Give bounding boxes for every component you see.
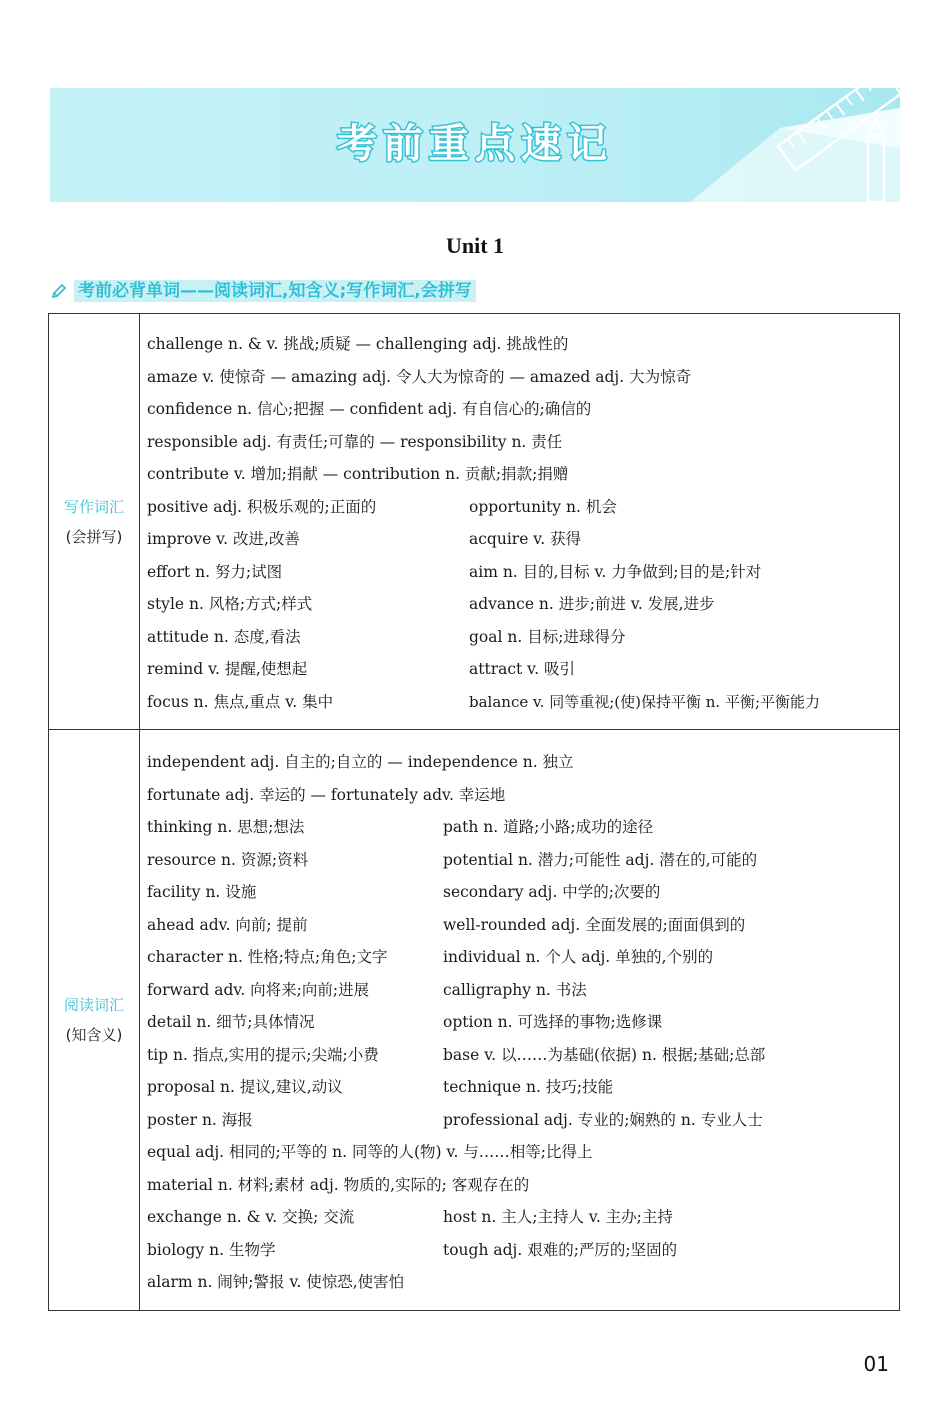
vocab-entry: attitude n. 态度,看法 (147, 627, 301, 646)
vocab-entry: fortunate adj. 幸运的 — fortunately adv. 幸运地 (147, 785, 506, 804)
vocab-entry: resource n. 资源;资料 (147, 850, 309, 869)
vocabulary-table (48, 313, 900, 1311)
vocab-entry: style n. 风格;方式;样式 (147, 595, 313, 613)
vocab-entry: character n. 性格;特点;角色;文字 (147, 948, 388, 966)
vocab-entry: facility n. 设施 (147, 883, 257, 901)
vocab-entry: attract v. 吸引 (469, 660, 575, 678)
writing-label-cell (49, 314, 140, 729)
ruler-pencil-decoration (660, 88, 900, 202)
vocab-entry: remind v. 提醒,使想起 (147, 660, 308, 678)
vocab-entry: ahead adv. 向前; 提前 (147, 915, 308, 934)
vocab-entry: independent adj. 自主的;自立的 — independence n. 独立 (147, 753, 574, 771)
vocab-entry: focus n. 焦点,重点 v. 集中 (147, 692, 334, 711)
vocab-entry: proposal n. 提议,建议,动议 (147, 1078, 343, 1096)
vocab-entry: aim n. 目的,目标 v. 力争做到;目的是;针对 (469, 562, 762, 581)
vocab-entry: material n. 材料;素材 adj. 物质的,实际的; 客观存在的 (147, 1175, 530, 1194)
vocab-entry: option n. 可选择的事物;选修课 (443, 1013, 663, 1031)
vocab-entry: well-rounded adj. 全面发展的;面面俱到的 (443, 915, 746, 934)
writing-sublabel: (会拼写) (65, 527, 123, 546)
vocab-entry: alarm n. 闹钟;警报 v. 使惊恐,使害怕 (147, 1273, 405, 1291)
vocab-entry: acquire v. 获得 (469, 530, 582, 548)
vocab-entry: confidence n. 信心;把握 — confident adj. 有自信心的;确信的 (147, 400, 592, 418)
vocab-entry: amaze v. 使惊奇 — amazing adj. 令人大为惊奇的 — amazed adj. 大为惊奇 (147, 367, 692, 386)
vocab-entry: exchange n. & v. 交换; 交流 (147, 1208, 355, 1226)
vocab-entry: goal n. 目标;进球得分 (469, 627, 626, 646)
reading-label: 阅读词汇 (63, 995, 124, 1014)
reading-label-cell (49, 729, 140, 1310)
vocab-entry: contribute v. 增加;捐献 — contribution n. 贡献;捐款;捐赠 (147, 465, 569, 483)
vocab-entry: improve v. 改进,改善 (147, 530, 300, 548)
title-banner (50, 88, 900, 202)
reading-vocab-section (49, 729, 899, 1310)
vocab-entry: detail n. 细节;具体情况 (147, 1013, 315, 1031)
vocab-entry: effort n. 努力;试图 (147, 562, 283, 581)
vocab-entry: poster n. 海报 (147, 1110, 253, 1129)
vocab-entry: balance v. 同等重视;(使)保持平衡 n. 平衡;平衡能力 (469, 692, 821, 711)
vocab-entry: tough adj. 艰难的;严厉的;坚固的 (443, 1240, 678, 1259)
pencil-icon (50, 282, 68, 300)
vocab-entry: tip n. 指点,实用的提示;尖端;小费 (147, 1045, 379, 1064)
vocab-entry: technique n. 技巧;技能 (443, 1078, 614, 1096)
vocab-entry: path n. 道路;小路;成功的途径 (443, 818, 654, 836)
subheading-text: 考前必背单词——阅读词汇,知含义;写作词汇,会拼写 (74, 280, 476, 302)
unit-title: Unit 1 (445, 233, 505, 258)
vocab-entry: secondary adj. 中学的;次要的 (443, 883, 661, 901)
vocab-entry: base v. 以……为基础(依据) n. 根据;基础;总部 (443, 1045, 766, 1064)
vocab-entry: opportunity n. 机会 (469, 497, 617, 516)
writing-vocab-section (49, 314, 899, 730)
vocab-entry: positive adj. 积极乐观的;正面的 (147, 497, 377, 516)
vocab-entry: biology n. 生物学 (147, 1240, 276, 1259)
vocab-entry: individual n. 个人 adj. 单独的,个别的 (443, 948, 714, 966)
vocab-entry: forward adv. 向将来;向前;进展 (147, 980, 370, 999)
vocab-entry: calligraphy n. 书法 (443, 980, 587, 999)
vocab-entry: advance n. 进步;前进 v. 发展,进步 (469, 595, 715, 613)
reading-sublabel: (知含义) (65, 1025, 123, 1044)
vocab-entry: host n. 主人;主持人 v. 主办;主持 (443, 1208, 673, 1226)
vocab-entry: professional adj. 专业的;娴熟的 n. 专业人士 (443, 1110, 763, 1129)
section-subheading (50, 279, 476, 303)
vocab-entry: responsible adj. 有责任;可靠的 — responsibility n. 责任 (147, 432, 563, 451)
banner-title: 考前重点速记 (337, 121, 613, 167)
vocab-entry: thinking n. 思想;想法 (147, 818, 305, 836)
vocab-entry: equal adj. 相同的;平等的 n. 同等的人(物) v. 与……相等;比得上 (147, 1143, 593, 1161)
page-number: 01 (863, 1352, 889, 1376)
vocab-entry: challenge n. & v. 挑战;质疑 — challenging adj. 挑战性的 (147, 335, 569, 353)
writing-label: 写作词汇 (63, 497, 124, 516)
vocab-entry: potential n. 潜力;可能性 adj. 潜在的,可能的 (443, 850, 758, 869)
